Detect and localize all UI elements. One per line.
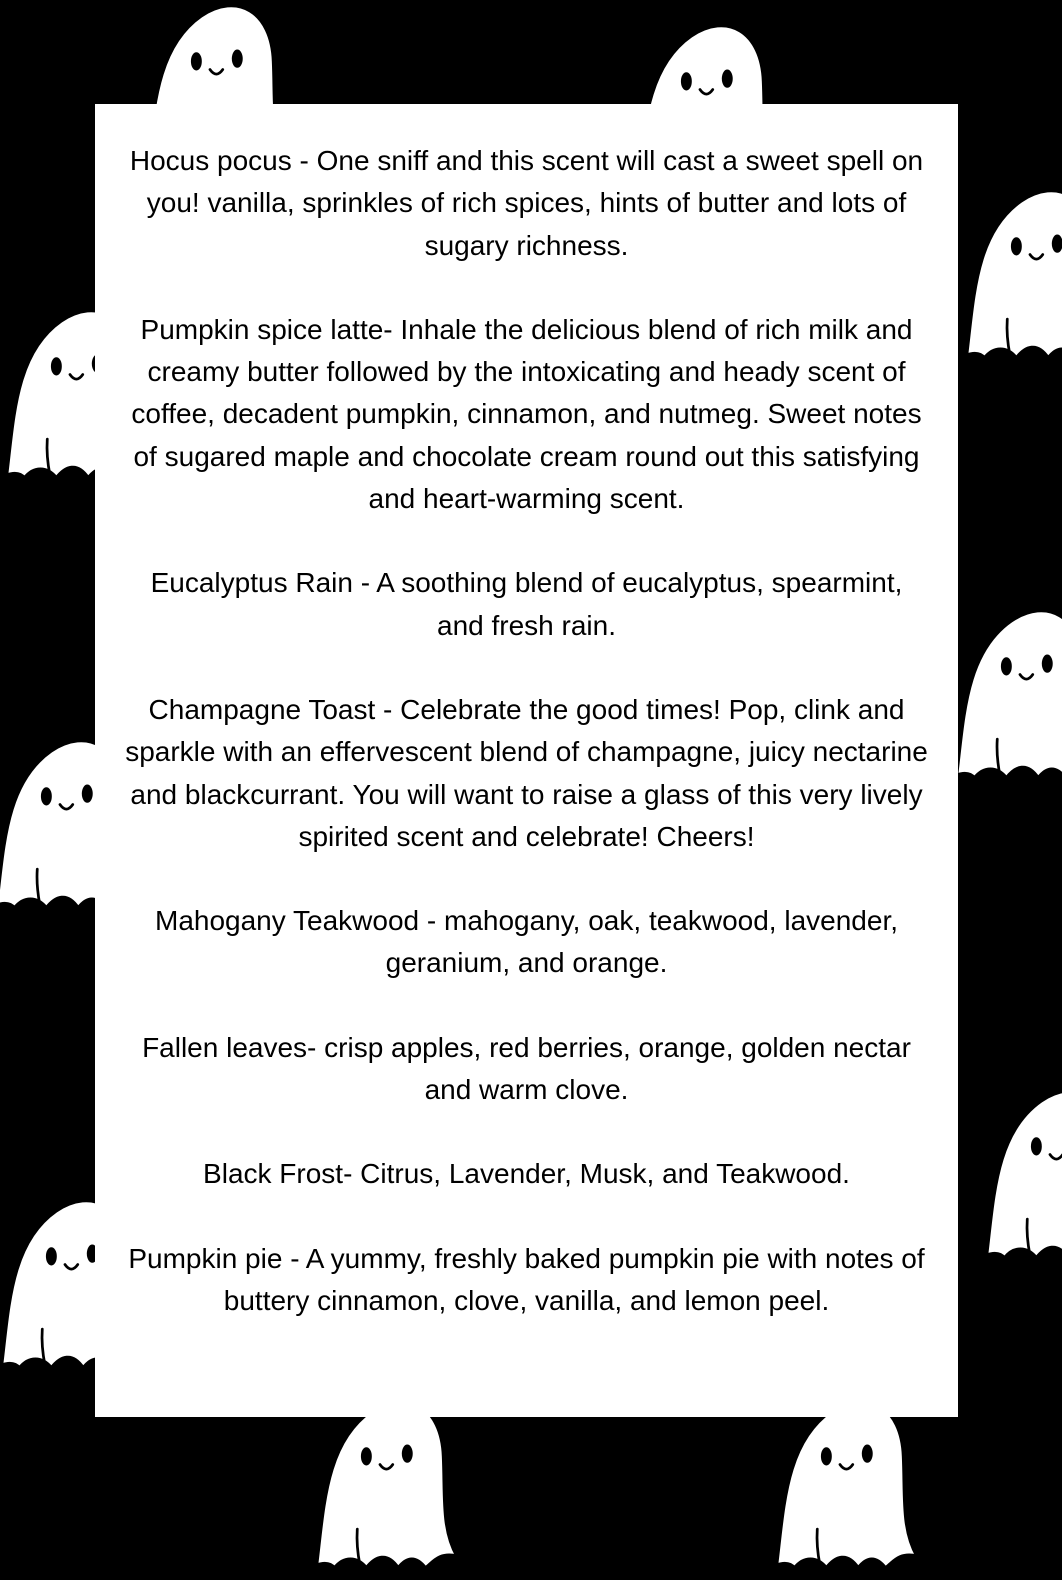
scent-description-black-frost: Black Frost- Citrus, Lavender, Musk, and Teakwood. xyxy=(203,1158,850,1190)
scent-description-hocus-pocus: Hocus pocus - One sniff and this scent will cast a sweet spell on you! vanilla, sprinkles of rich spices, hints of butter and lots of sugary richness. xyxy=(129,145,924,261)
scent-list-panel xyxy=(95,104,958,1417)
scent-description-fallen-leaves: Fallen leaves- crisp apples, red berries, orange, golden nectar and warm clove. xyxy=(142,1031,911,1106)
scent-description-pumpkin-pie: Pumpkin pie - A yummy, freshly baked pumpkin pie with notes of buttery cinnamon, clove, vanilla, and lemon peel. xyxy=(128,1242,925,1316)
scent-description-eucalyptus-rain: Eucalyptus Rain - A soothing blend of eucalyptus, spearmint, and fresh rain. xyxy=(150,567,903,641)
scent-description-mahogany-teakwood: Mahogany Teakwood - mahogany, oak, teakwood, lavender, geranium, and orange. xyxy=(155,905,898,979)
ghost-icon xyxy=(950,1050,1062,1270)
scent-description-champagne-toast: Champagne Toast - Celebrate the good times! Pop, clink and sparkle with an effervescent blend of champagne, juicy nectarine and blackcurrant. You will want to raise a glass of this very lively spirited scent and celebrate! Cheers! xyxy=(125,693,928,852)
scent-description-pumpkin-spice-latte: Pumpkin spice latte- Inhale the delicious blend of rich milk and creamy butter followed by the intoxicating and heady scent of coffee, decadent pumpkin, cinnamon, and nutmeg. Sweet notes of sugared maple and chocolate cream round out this satisfying and heart-warming scent. xyxy=(131,313,922,515)
